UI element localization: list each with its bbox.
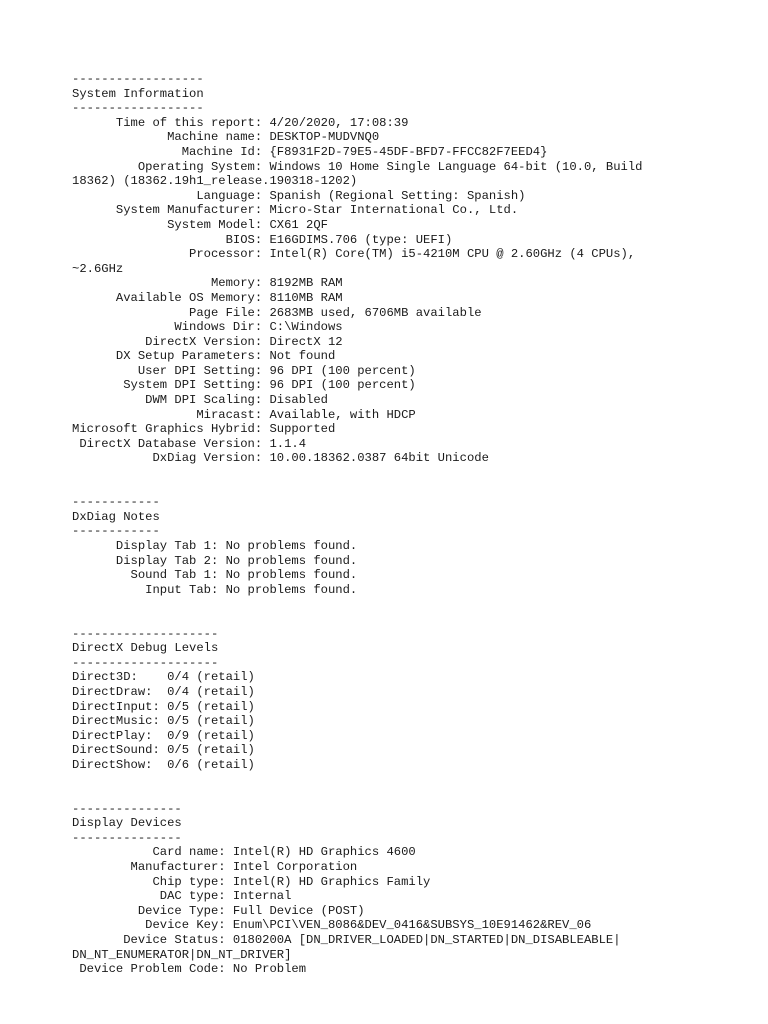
- report-line: Device Problem Code: No Problem: [72, 962, 307, 977]
- report-line: DirectInput: 0/5 (retail): [72, 699, 255, 714]
- blank-line: [72, 466, 732, 481]
- report-line: Available OS Memory: 8110MB RAM: [72, 290, 343, 305]
- report-line: Microsoft Graphics Hybrid: Supported: [72, 422, 336, 437]
- report-line: Manufacturer: Intel Corporation: [72, 860, 358, 875]
- report-line: DAC type: Internal: [72, 889, 292, 904]
- report-line: System DPI Setting: 96 DPI (100 percent): [72, 378, 416, 393]
- blank-line: [72, 787, 732, 802]
- section-rule: ------------: [72, 495, 160, 510]
- blank-line: [72, 612, 732, 627]
- blank-line: [72, 597, 732, 612]
- report-line: DirectX Version: DirectX 12: [72, 334, 343, 349]
- report-line: Device Key: Enum\PCI\VEN_8086&DEV_0416&SUBSYS_10E91462&REV_06: [72, 918, 592, 933]
- section-title: DirectX Debug Levels: [72, 641, 219, 656]
- section-dxdiag-notes: [72, 495, 732, 597]
- report-line: Input Tab: No problems found.: [72, 582, 358, 597]
- section-title: System Information: [72, 86, 204, 101]
- report-line: Direct3D: 0/4 (retail): [72, 670, 255, 685]
- report-line: User DPI Setting: 96 DPI (100 percent): [72, 363, 416, 378]
- report-line: Memory: 8192MB RAM: [72, 276, 343, 291]
- report-line: DxDiag Version: 10.00.18362.0387 64bit Unicode: [72, 451, 489, 466]
- section-rule: ---------------: [72, 801, 182, 816]
- section-title: DxDiag Notes: [72, 509, 160, 524]
- report-line: DWM DPI Scaling: Disabled: [72, 393, 328, 408]
- report-line: Windows Dir: C:\Windows: [72, 320, 343, 335]
- dxdiag-report: [72, 72, 732, 977]
- section-rule: --------------------: [72, 655, 219, 670]
- blank-line: [72, 773, 732, 788]
- section-system-information: [72, 72, 732, 466]
- report-line: Sound Tab 1: No problems found.: [72, 568, 358, 583]
- report-line: Miracast: Available, with HDCP: [72, 407, 416, 422]
- report-line: Language: Spanish (Regional Setting: Spanish): [72, 188, 526, 203]
- section-display-devices: [72, 802, 732, 977]
- report-line: Card name: Intel(R) HD Graphics 4600: [72, 845, 416, 860]
- section-rule: ---------------: [72, 830, 182, 845]
- report-line: DN_NT_ENUMERATOR|DN_NT_DRIVER]: [72, 947, 292, 962]
- report-line: Time of this report: 4/20/2020, 17:08:39: [72, 115, 409, 130]
- report-line: Machine Id: {F8931F2D-79E5-45DF-BFD7-FFCC82F7EED4}: [72, 144, 548, 159]
- report-line: Device Status: 0180200A [DN_DRIVER_LOADED|DN_STARTED|DN_DISABLEABLE|: [72, 933, 621, 948]
- report-line: Display Tab 2: No problems found.: [72, 553, 358, 568]
- section-directx-debug-levels: [72, 627, 732, 773]
- report-line: Display Tab 1: No problems found.: [72, 539, 358, 553]
- report-line: BIOS: E16GDIMS.706 (type: UEFI): [72, 232, 453, 247]
- report-line: DirectSound: 0/5 (retail): [72, 743, 255, 758]
- report-line: DX Setup Parameters: Not found: [72, 349, 336, 364]
- report-line: DirectX Database Version: 1.1.4: [72, 436, 307, 451]
- report-line: Device Type: Full Device (POST): [72, 903, 365, 918]
- report-line: 18362) (18362.19h1_release.190318-1202): [72, 174, 358, 189]
- report-line: Processor: Intel(R) Core(TM) i5-4210M CPU @ 2.60GHz (4 CPUs),: [72, 247, 636, 262]
- report-line: Page File: 2683MB used, 6706MB available: [72, 305, 482, 320]
- report-line: DirectShow: 0/6 (retail): [72, 757, 255, 772]
- report-line: System Manufacturer: Micro-Star International Co., Ltd.: [72, 203, 519, 218]
- section-rule: ------------------: [72, 72, 204, 86]
- report-line: DirectPlay: 0/9 (retail): [72, 728, 255, 743]
- report-line: Machine name: DESKTOP-MUDVNQ0: [72, 130, 380, 145]
- report-line: DirectDraw: 0/4 (retail): [72, 684, 255, 699]
- section-rule: ------------: [72, 524, 160, 539]
- section-rule: ------------------: [72, 101, 204, 116]
- report-line: DirectMusic: 0/5 (retail): [72, 714, 255, 729]
- section-rule: --------------------: [72, 626, 219, 641]
- section-title: Display Devices: [72, 816, 182, 831]
- report-line: Operating System: Windows 10 Home Single Language 64-bit (10.0, Build: [72, 159, 643, 174]
- blank-line: [72, 481, 732, 496]
- report-line: System Model: CX61 2QF: [72, 217, 328, 232]
- report-line: ~2.6GHz: [72, 261, 124, 276]
- report-line: Chip type: Intel(R) HD Graphics Family: [72, 874, 431, 889]
